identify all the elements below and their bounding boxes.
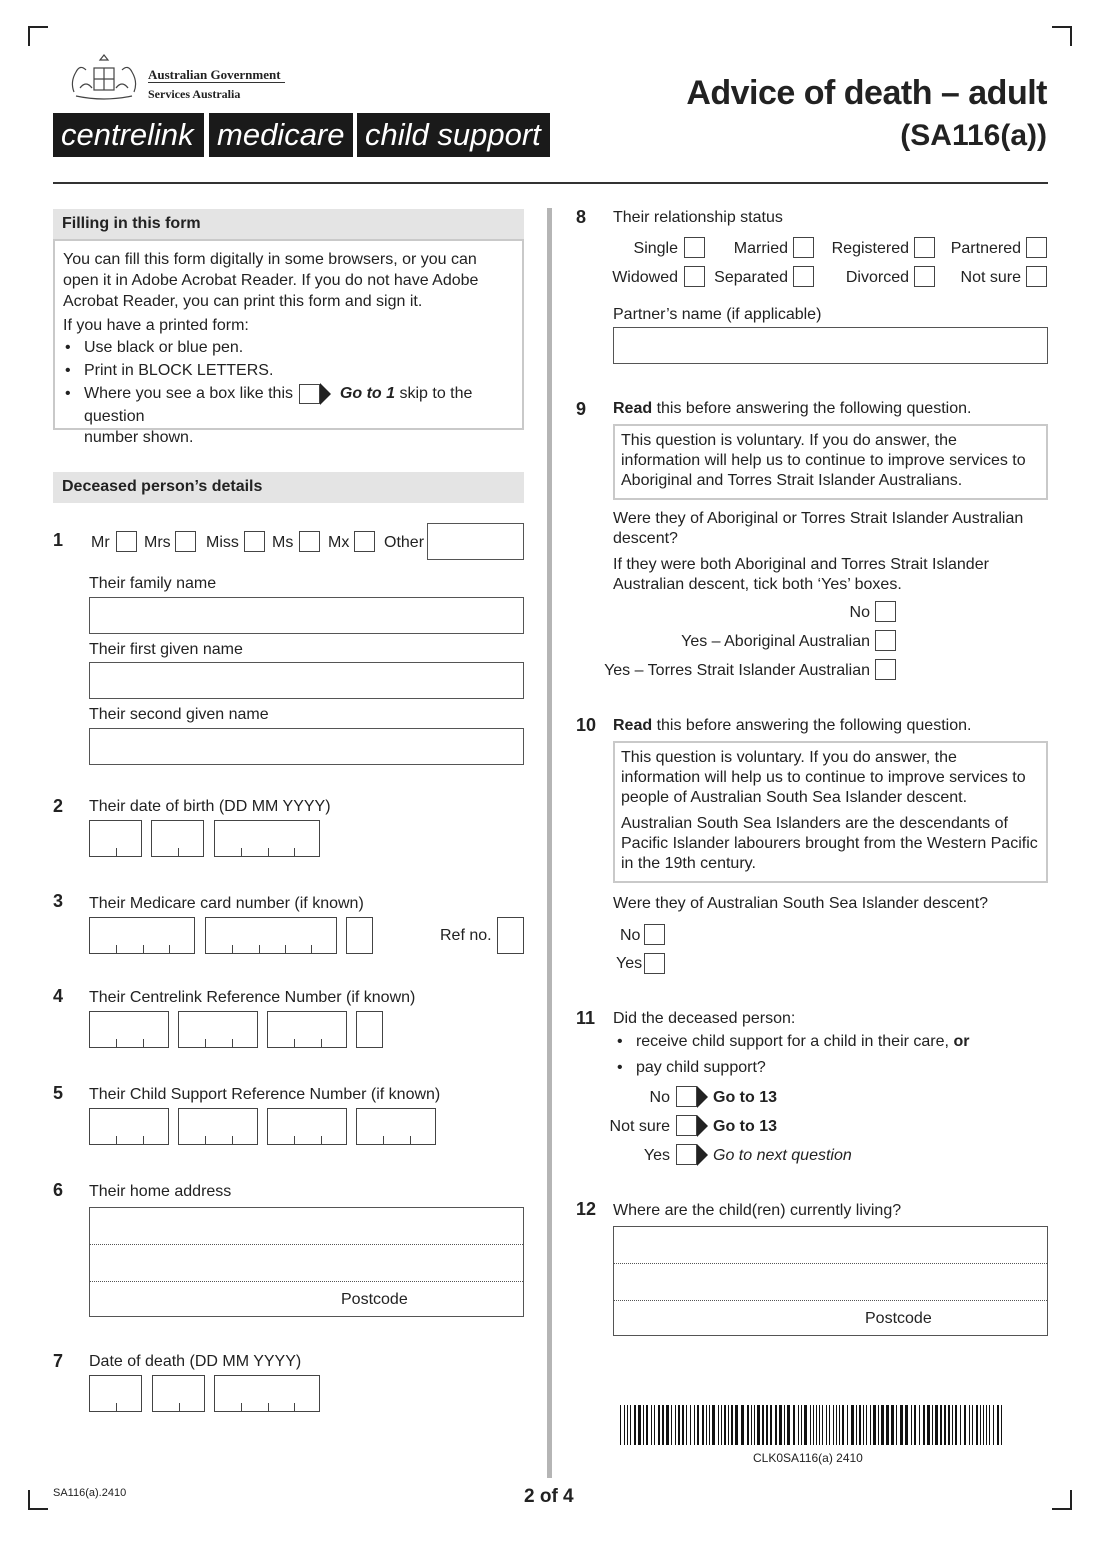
rel-married-checkbox[interactable] — [793, 237, 814, 258]
barcode-bar — [816, 1405, 817, 1445]
filling-bullet-2: • Print in BLOCK LETTERS. — [65, 362, 274, 379]
barcode-bar — [836, 1405, 837, 1445]
goto-arrow-icon — [320, 383, 331, 405]
barcode-bar — [686, 1405, 687, 1445]
barcode-bar — [804, 1405, 807, 1445]
q11-bullet-1-text: receive child support for a child in their care, — [635, 1033, 949, 1050]
brand-medicare: medicare — [209, 113, 353, 157]
q11-not-sure-goto: Go to 13 — [713, 1118, 778, 1135]
q11-bullet-2: • pay child support? — [617, 1059, 766, 1076]
barcode-bar — [851, 1405, 854, 1445]
q2-number: 2 — [53, 796, 64, 816]
title-ms-label: Ms — [272, 534, 294, 551]
q9-tsi-checkbox[interactable] — [875, 659, 896, 680]
barcode-bar — [666, 1405, 669, 1445]
page-number: 2 of 4 — [524, 1486, 574, 1507]
barcode-bar — [833, 1405, 834, 1445]
q9-no-label: No — [849, 604, 870, 621]
barcode-bar — [678, 1405, 680, 1445]
barcode-bar — [706, 1405, 707, 1445]
q10-yes-label: Yes — [616, 955, 643, 972]
barcode-bar — [955, 1405, 957, 1445]
q11-no-goto: Go to 13 — [713, 1089, 778, 1106]
barcode-bar — [964, 1405, 966, 1445]
barcode-bar — [969, 1405, 970, 1445]
q9-info-text: This question is voluntary. If you do answer, the information will help us to continue to improve services to Aboriginal and Torres Strait Islander Australians. — [621, 432, 1026, 489]
q10-read-rest: this before answering the following question. — [656, 717, 972, 734]
rel-divorced-label: Divorced — [845, 269, 909, 286]
barcode-bar — [859, 1405, 861, 1445]
second-name-label: Their second given name — [89, 706, 269, 723]
crn-part1-input[interactable] — [89, 1011, 169, 1048]
q8-number: 8 — [576, 207, 587, 227]
barcode-bar — [741, 1405, 744, 1445]
rel-widowed-label: Widowed — [612, 269, 678, 286]
filling-p1: You can fill this form digitally in some browsers, or you can open it in Adobe Acrobat Reader. If you do not have Adobe Acrobat Reader, you can print this form and sign it. — [63, 251, 479, 310]
rel-not-sure-checkbox[interactable] — [1026, 266, 1047, 287]
barcode-bar — [810, 1405, 811, 1445]
address-input[interactable] — [89, 1207, 524, 1317]
family-name-input[interactable] — [89, 597, 524, 634]
q9-info-box — [613, 424, 1048, 500]
q9-read-rest: this before answering the following question. — [656, 400, 972, 417]
column-divider — [547, 208, 552, 1478]
barcode-bar — [747, 1405, 749, 1445]
crop-mark-bottom-right — [1052, 1490, 1072, 1510]
barcode-bar — [690, 1405, 691, 1445]
partner-name-label: Partner’s name (if applicable) — [613, 306, 822, 323]
barcode-bar — [724, 1405, 726, 1445]
form-code: (SA116(a)) — [900, 119, 1047, 152]
medicare-part1-input[interactable] — [89, 917, 195, 954]
barcode-bar — [886, 1405, 889, 1445]
q10-read-bold: Read — [613, 717, 653, 734]
barcode-bar — [654, 1405, 655, 1445]
title-mr-checkbox[interactable] — [116, 531, 137, 552]
barcode-bar — [873, 1405, 876, 1445]
crn-part4-input[interactable] — [356, 1011, 383, 1048]
barcode-bar — [694, 1405, 695, 1445]
q10-info-box — [613, 741, 1048, 883]
q11-yes-label: Yes — [643, 1147, 670, 1164]
q7-number: 7 — [53, 1351, 64, 1371]
filling-goto-text: Go to 1 — [339, 385, 396, 402]
barcode-bar — [822, 1405, 823, 1445]
title-other-label: Other — [384, 534, 425, 551]
page-title: Advice of death – adult — [686, 74, 1047, 112]
dob-month-input[interactable] — [151, 820, 204, 857]
barcode-bar — [702, 1405, 704, 1445]
csrn-label: Their Child Support Reference Number (if known) — [89, 1086, 441, 1103]
barcode-bar — [819, 1405, 820, 1445]
barcode-bar — [728, 1405, 729, 1445]
dob-day-input[interactable] — [89, 820, 142, 857]
barcode-text: CLK0SA116(a) 2410 — [753, 1451, 863, 1465]
q6-number: 6 — [53, 1180, 64, 1200]
barcode-bar — [627, 1405, 628, 1445]
title-miss-checkbox[interactable] — [244, 531, 265, 552]
crn-part3-input[interactable] — [267, 1011, 347, 1048]
medicare-part3-input[interactable] — [346, 917, 373, 954]
barcode-bar — [784, 1405, 785, 1445]
barcode-bar — [891, 1405, 894, 1445]
q9-note: If they were both Aboriginal and Torres Strait Islander Australian descent, tick both ‘Yes’ boxes. — [613, 556, 989, 593]
filling-bullet-3-line2: number shown. — [84, 429, 194, 446]
q10-info-text-2: Australian South Sea Islanders are the descendants of Pacific Islander labourers brought from the Western Pacific in the 19th century. — [621, 815, 1038, 872]
barcode-bar — [900, 1405, 903, 1445]
q10-question: Were they of Australian South Sea Islander descent? — [613, 895, 989, 912]
deceased-heading: Deceased person’s details — [53, 472, 524, 503]
barcode-bar — [721, 1405, 722, 1445]
barcode — [620, 1405, 1005, 1445]
barcode-bar — [793, 1405, 795, 1445]
barcode-bar — [829, 1405, 830, 1445]
title-mx-label: Mx — [328, 534, 350, 551]
second-name-input[interactable] — [89, 728, 524, 765]
rel-registered-label: Registered — [831, 240, 909, 257]
sample-checkbox — [299, 384, 320, 404]
q9-question: Were they of Aboriginal or Torres Strait Islander Australian descent? — [613, 510, 1024, 547]
barcode-bar — [638, 1405, 641, 1445]
family-name-label: Their family name — [89, 575, 217, 592]
title-mrs-label: Mrs — [144, 534, 171, 551]
dod-label: Date of death (DD MM YYYY) — [89, 1353, 302, 1370]
barcode-bar — [658, 1405, 660, 1445]
barcode-bar — [624, 1405, 625, 1445]
address-line-1 — [90, 1244, 523, 1245]
barcode-bar — [923, 1405, 925, 1445]
title-mr-label: Mr — [91, 534, 110, 551]
barcode-bar — [927, 1405, 930, 1445]
csrn-part3-input[interactable] — [267, 1108, 347, 1145]
rel-separated-label: Separated — [714, 269, 788, 286]
barcode-bar — [712, 1405, 715, 1445]
title-other-input[interactable] — [427, 523, 524, 560]
gov-line-2: Services Australia — [148, 87, 241, 101]
rel-separated-checkbox[interactable] — [793, 266, 814, 287]
barcode-bar — [856, 1405, 857, 1445]
barcode-bar — [997, 1405, 999, 1445]
crop-mark-top-right — [1052, 26, 1072, 46]
q9-read-line — [613, 399, 971, 418]
barcode-bar — [697, 1405, 699, 1445]
q9-no-checkbox[interactable] — [875, 601, 896, 622]
rel-partnered-label: Partnered — [950, 240, 1021, 257]
barcode-bar — [870, 1405, 871, 1445]
filling-bullet-3-text: Where you see a box like this — [84, 385, 293, 402]
crn-label: Their Centrelink Reference Number (if known) — [89, 989, 416, 1006]
child-address-line-1 — [614, 1263, 1047, 1264]
child-address-label: Where are the child(ren) currently living? — [613, 1202, 902, 1219]
q10-no-checkbox[interactable] — [644, 924, 665, 945]
address-label: Their home address — [89, 1183, 232, 1200]
q11-number: 11 — [576, 1008, 596, 1028]
barcode-bar — [1001, 1405, 1002, 1445]
barcode-bar — [651, 1405, 652, 1445]
filling-p2: If you have a printed form: — [63, 317, 249, 334]
barcode-bar — [671, 1405, 672, 1445]
barcode-bar — [826, 1405, 827, 1445]
q5-number: 5 — [53, 1083, 64, 1103]
barcode-bar — [935, 1405, 938, 1445]
q11-bullet-1-or: or — [953, 1033, 970, 1050]
medicare-part2-input[interactable] — [205, 917, 337, 954]
q11-no-checkbox[interactable] — [676, 1086, 697, 1107]
rel-registered-checkbox[interactable] — [914, 237, 935, 258]
barcode-bar — [757, 1405, 760, 1445]
barcode-bar — [896, 1405, 897, 1445]
q10-read-line — [613, 716, 971, 735]
barcode-bar — [986, 1405, 987, 1445]
csrn-part1-input[interactable] — [89, 1108, 169, 1145]
barcode-bar — [643, 1405, 644, 1445]
csrn-part2-input[interactable] — [178, 1108, 258, 1145]
barcode-bar — [620, 1405, 621, 1445]
barcode-bar — [847, 1405, 848, 1445]
barcode-bar — [948, 1405, 950, 1445]
rel-single-label: Single — [633, 240, 678, 257]
barcode-bar — [775, 1405, 777, 1445]
q11-not-sure-checkbox[interactable] — [676, 1115, 697, 1136]
barcode-bar — [718, 1405, 719, 1445]
barcode-bar — [919, 1405, 920, 1445]
barcode-bar — [682, 1405, 684, 1445]
filling-bullet-2-text: Print in BLOCK LETTERS. — [84, 362, 274, 379]
header-rule — [53, 182, 1048, 184]
crop-mark-top-left — [28, 26, 48, 46]
barcode-bar — [993, 1405, 994, 1445]
title-ms-checkbox[interactable] — [299, 531, 320, 552]
q11-no-label: No — [649, 1089, 670, 1106]
q9-number: 9 — [576, 399, 587, 419]
q10-yes-checkbox[interactable] — [644, 953, 665, 974]
q11-bullet-1: • receive child support for a child in their care, or — [617, 1033, 970, 1050]
title-mrs-checkbox[interactable] — [175, 531, 196, 552]
child-address-input[interactable] — [613, 1226, 1048, 1336]
barcode-bar — [787, 1405, 790, 1445]
filling-bullet-1: • Use black or blue pen. — [65, 339, 244, 356]
barcode-bar — [932, 1405, 933, 1445]
coat-of-arms-icon — [66, 52, 142, 102]
dod-month-input[interactable] — [152, 1375, 205, 1412]
crn-part2-input[interactable] — [178, 1011, 258, 1048]
brand-child-support: child support — [357, 113, 550, 157]
barcode-bar — [976, 1405, 978, 1445]
filling-instructions — [53, 239, 524, 446]
filling-bullet-3-post: skip to the question — [84, 385, 473, 425]
barcode-bar — [839, 1405, 840, 1445]
barcode-bar — [983, 1405, 984, 1445]
barcode-bar — [972, 1405, 973, 1445]
filling-heading: Filling in this form — [53, 209, 524, 239]
barcode-bar — [770, 1405, 772, 1445]
barcode-bar — [798, 1405, 799, 1445]
first-name-label: Their first given name — [89, 641, 243, 658]
barcode-bar — [842, 1405, 844, 1445]
barcode-bar — [630, 1405, 631, 1445]
child-address-postcode-label: Postcode — [865, 1310, 932, 1327]
barcode-bar — [940, 1405, 942, 1445]
barcode-bar — [634, 1405, 636, 1445]
barcode-bar — [881, 1405, 884, 1445]
q4-number: 4 — [53, 986, 64, 1006]
csrn-part4-input[interactable] — [356, 1108, 436, 1145]
q10-no-label: No — [620, 927, 641, 944]
q10-number: 10 — [576, 715, 597, 735]
title-mx-checkbox[interactable] — [354, 531, 375, 552]
q11-bullet-2-text: pay child support? — [635, 1059, 766, 1076]
rel-divorced-checkbox[interactable] — [914, 266, 935, 287]
ref-no-label: Ref no. — [440, 927, 492, 944]
dod-day-input[interactable] — [89, 1375, 142, 1412]
barcode-bar — [779, 1405, 782, 1445]
first-name-input[interactable] — [89, 662, 524, 699]
barcode-bar — [762, 1405, 764, 1445]
q11-yes-goto: Go to next question — [713, 1147, 852, 1164]
barcode-bar — [952, 1405, 953, 1445]
barcode-bar — [731, 1405, 733, 1445]
title-miss-label: Miss — [206, 534, 239, 551]
medicare-label: Their Medicare card number (if known) — [89, 895, 364, 912]
barcode-bar — [709, 1405, 710, 1445]
barcode-bar — [914, 1405, 916, 1445]
filling-bullet-1-text: Use black or blue pen. — [84, 339, 244, 356]
q10-info-text-1: This question is voluntary. If you do answer, the information will help us to continue to improve services to people of Australian South Sea Islander descent. — [621, 749, 1026, 806]
barcode-bar — [646, 1405, 648, 1445]
rel-partnered-checkbox[interactable] — [1026, 237, 1047, 258]
barcode-bar — [989, 1405, 990, 1445]
q9-tsi-label: Yes – Torres Strait Islander Australian — [604, 662, 870, 679]
barcode-bar — [905, 1405, 908, 1445]
crop-mark-bottom-left — [28, 1490, 48, 1510]
barcode-bar — [863, 1405, 864, 1445]
form-reference: SA116(a).2410 — [53, 1487, 127, 1499]
q11-yes-checkbox[interactable] — [676, 1144, 697, 1165]
q9-aboriginal-label: Yes – Aboriginal Australian — [681, 633, 870, 650]
gov-line-1: Australian Government — [148, 67, 281, 82]
dob-year-input[interactable] — [214, 820, 320, 857]
barcode-bar — [878, 1405, 879, 1445]
gov-divider — [148, 82, 285, 83]
barcode-bar — [801, 1405, 802, 1445]
relationship-label: Their relationship status — [613, 209, 783, 226]
address-line-2 — [90, 1281, 523, 1282]
rel-not-sure-label: Not sure — [960, 269, 1021, 286]
q11-label: Did the deceased person: — [613, 1010, 796, 1027]
rel-married-label: Married — [733, 240, 788, 257]
barcode-bar — [813, 1405, 814, 1445]
dod-year-input[interactable] — [214, 1375, 320, 1412]
q1-number: 1 — [53, 530, 64, 550]
child-address-line-2 — [614, 1300, 1047, 1301]
dob-label: Their date of birth (DD MM YYYY) — [89, 798, 331, 815]
q11-yes-arrow-icon — [697, 1144, 708, 1166]
barcode-bar — [911, 1405, 912, 1445]
barcode-bar — [751, 1405, 752, 1445]
barcode-bar — [766, 1405, 768, 1445]
filling-bullet-3: • Where you see a box like this Go to 1 skip to the question — [63, 382, 514, 428]
q11-not-sure-arrow-icon — [697, 1115, 708, 1137]
q12-number: 12 — [576, 1199, 597, 1219]
q9-read-bold: Read — [613, 400, 653, 417]
partner-name-input[interactable] — [613, 327, 1048, 364]
q9-aboriginal-checkbox[interactable] — [875, 630, 896, 651]
barcode-bar — [866, 1405, 867, 1445]
barcode-bar — [754, 1405, 755, 1445]
goto-box-sample — [299, 384, 333, 404]
barcode-bar — [980, 1405, 981, 1445]
brand-centrelink: centrelink — [53, 113, 204, 157]
rel-single-checkbox[interactable] — [684, 237, 705, 258]
q11-no-arrow-icon — [697, 1086, 708, 1108]
address-postcode-label: Postcode — [341, 1291, 408, 1308]
rel-widowed-checkbox[interactable] — [684, 266, 705, 287]
barcode-bar — [675, 1405, 676, 1445]
barcode-bar — [735, 1405, 738, 1445]
barcode-bar — [662, 1405, 664, 1445]
medicare-ref-input[interactable] — [497, 917, 524, 954]
q11-not-sure-label: Not sure — [609, 1118, 670, 1135]
q3-number: 3 — [53, 891, 64, 911]
barcode-bar — [944, 1405, 946, 1445]
barcode-bar — [960, 1405, 961, 1445]
